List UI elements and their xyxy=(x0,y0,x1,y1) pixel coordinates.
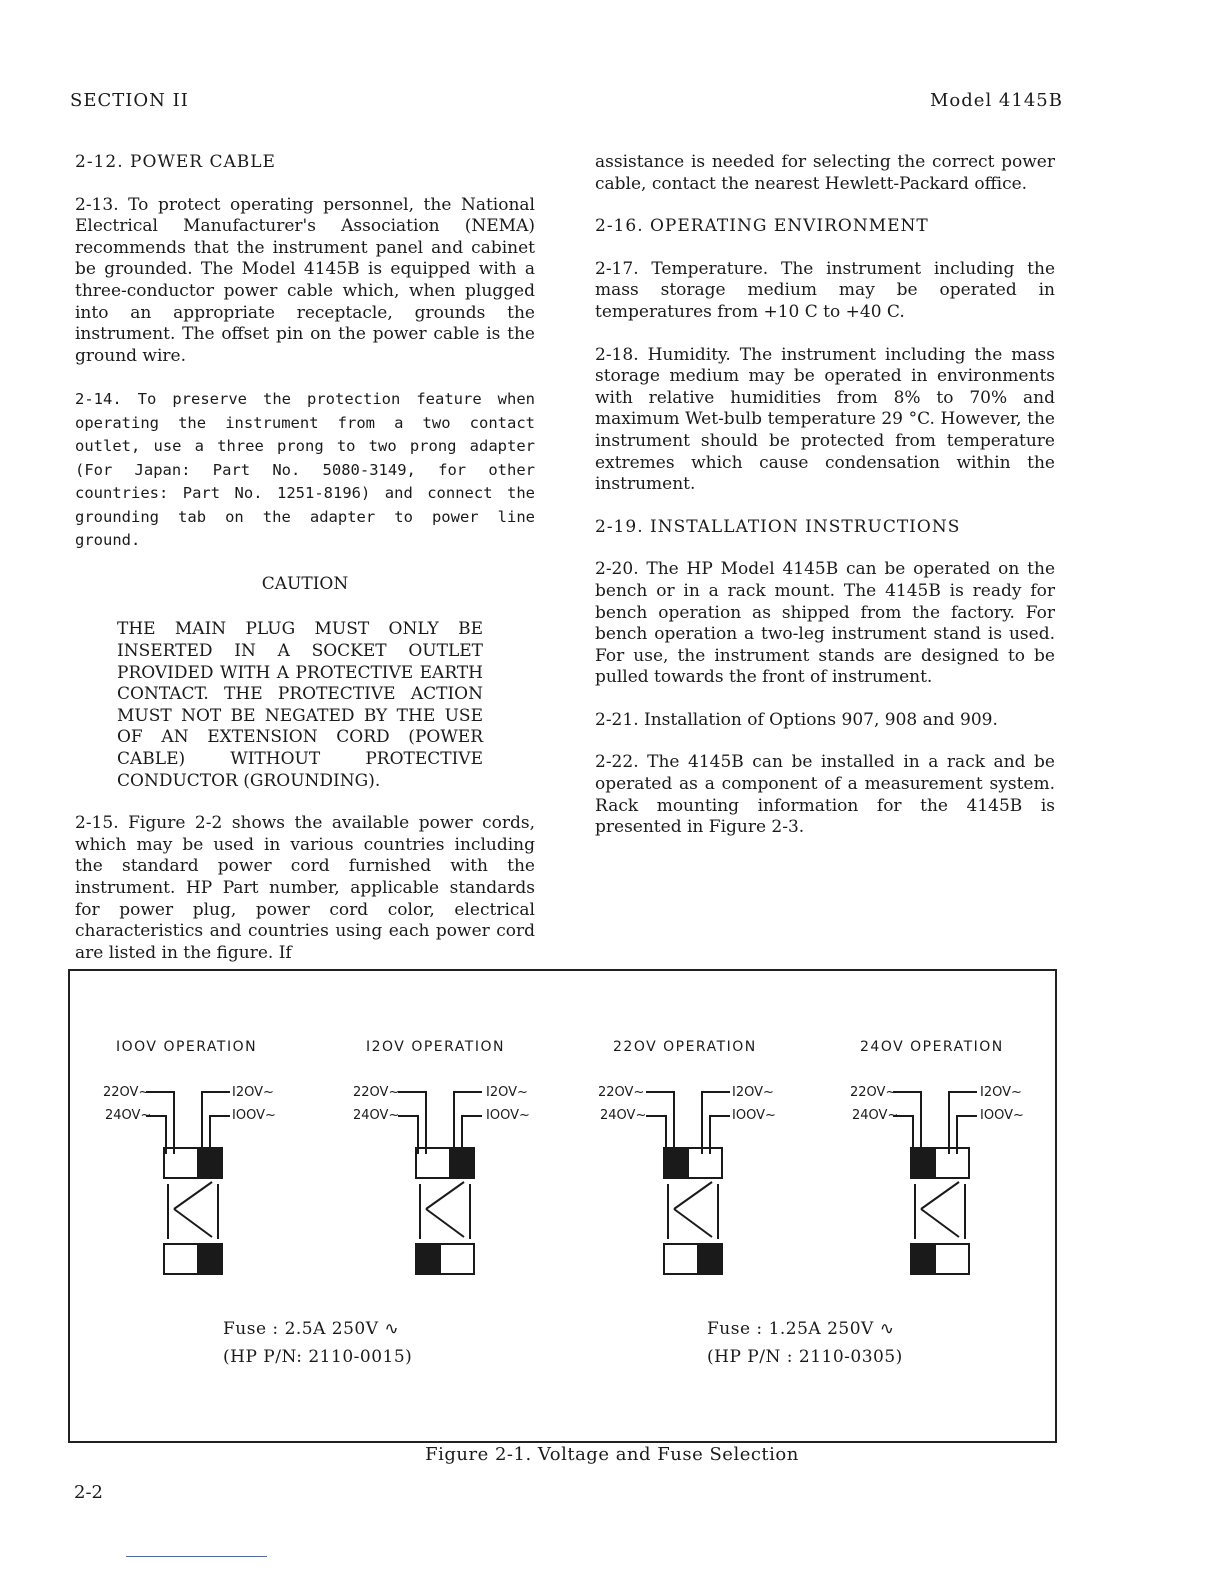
selector-220v xyxy=(646,1092,730,1274)
left-column xyxy=(75,152,535,985)
label-120v: I2OV~ xyxy=(980,1085,1022,1100)
label-100v: IOOV~ xyxy=(486,1108,530,1123)
fuse-high-block xyxy=(707,1315,903,1371)
mode-240v: 24OV OPERATION xyxy=(860,1039,1004,1055)
para-2-14: 2-14. To preserve the protection feature when operating the instrument from a two contact outlet, use a three prong to two prong adapter (For Japan: Part No. 5080-3149, for other countries: Part No. 1251-8196) and connect the grounding tab on the adapter to power line ground. xyxy=(75,390,535,550)
label-240v: 24OV~ xyxy=(105,1108,152,1123)
fuse-high-rating: Fuse : 1.25A 250V ∿ xyxy=(707,1319,895,1339)
footer-rule xyxy=(126,1556,267,1557)
fuse-low-rating: Fuse : 2.5A 250V ∿ xyxy=(223,1319,400,1339)
selector-100v xyxy=(146,1092,230,1274)
mode-100v: IOOV OPERATION xyxy=(116,1039,258,1055)
caution-text: THE MAIN PLUG MUST ONLY BE INSERTED IN A SOCKET OUTLET PROVIDED WITH A PROTECTIVE EARTH CONTACT. THE PROTECTIVE ACTION MUST NOT BE NEGATED BY THE USE OF AN EXTENSION CORD (POWER CABLE) WITHOUT PROTECTIVE CONDUCTOR (GROUNDING). xyxy=(117,619,483,791)
selector-diagrams xyxy=(70,971,1055,1441)
para-2-13: 2-13. To protect operating personnel, the National Electrical Manufacturer's Association (NEMA) recommends that the instrument panel and cabinet be grounded. The Model 4145B is equipped with a three-conductor power cable which, when plugged into an appropriate receptacle, grounds the instrument. The offset pin on the power cable is the ground wire. xyxy=(75,194,535,366)
heading-2-19: 2-19. INSTALLATION INSTRUCTIONS xyxy=(595,516,961,537)
fuse-low-part-number: (HP P/N: 2110-0015) xyxy=(223,1347,413,1367)
para-2-18: 2-18. Humidity. The instrument including the mass storage medium may be operated in environments with relative humidities from 8% to 70% and maximum Wet-bulb temperature 29 °C. However, the instrument should be protected from temperature extremes which cause condensation within the instrument. xyxy=(595,344,1055,495)
para-2-21: 2-21. Installation of Options 907, 908 and 909. xyxy=(595,709,998,730)
page-number: 2-2 xyxy=(74,1482,103,1503)
voltage-selection-figure xyxy=(68,969,1057,1443)
label-220v: 22OV~ xyxy=(103,1085,150,1100)
label-220v: 22OV~ xyxy=(353,1085,400,1100)
section-label: SECTION II xyxy=(70,90,189,111)
label-240v: 24OV~ xyxy=(353,1108,400,1123)
mode-220v: 22OV OPERATION xyxy=(613,1039,757,1055)
mode-120v: I2OV OPERATION xyxy=(366,1039,505,1055)
label-240v: 24OV~ xyxy=(852,1108,899,1123)
para-2-20: 2-20. The HP Model 4145B can be operated on the bench or in a rack mount. The 4145B is ready for bench operation as shipped from the factory. For bench operation a two-leg instrument stand is used. For use, the instrument stands are designed to be pulled towards the front of instrument. xyxy=(595,559,1055,688)
caution-title: CAUTION xyxy=(261,573,349,594)
heading-2-16: 2-16. OPERATING ENVIRONMENT xyxy=(595,216,929,237)
label-100v: IOOV~ xyxy=(232,1108,276,1123)
label-240v: 24OV~ xyxy=(600,1108,647,1123)
selector-120v xyxy=(398,1092,482,1274)
model-label: Model 4145B xyxy=(930,90,1063,111)
selector-240v xyxy=(893,1092,977,1274)
label-100v: IOOV~ xyxy=(732,1108,776,1123)
heading-2-12: 2-12. POWER CABLE xyxy=(75,152,276,172)
label-120v: I2OV~ xyxy=(486,1085,528,1100)
fuse-high-part-number: (HP P/N : 2110-0305) xyxy=(707,1347,903,1367)
fuse-low-block xyxy=(223,1315,412,1371)
para-2-17: 2-17. Temperature. The instrument including the mass storage medium may be operated in temperatures from +10 C to +40 C. xyxy=(595,258,1055,322)
para-2-22: 2-22. The 4145B can be installed in a rack and be operated as a component of a measurement system. Rack mounting information for the 4145B is presented in Figure 2-3. xyxy=(595,752,1055,838)
para-2-15: 2-15. Figure 2-2 shows the available power cords, which may be used in various countries including the standard power cord furnished with the instrument. HP Part number, applicable standards for power plug, power cord color, electrical characteristics and countries using each power cord are listed in the figure. If xyxy=(75,813,535,963)
right-column xyxy=(595,152,1055,860)
para-continued: assistance is needed for selecting the correct power cable, contact the nearest Hewlett-Packard office. xyxy=(595,152,1055,194)
label-220v: 22OV~ xyxy=(850,1085,897,1100)
label-100v: IOOV~ xyxy=(980,1108,1024,1123)
label-120v: I2OV~ xyxy=(732,1085,774,1100)
label-220v: 22OV~ xyxy=(598,1085,645,1100)
figure-caption: Figure 2-1. Voltage and Fuse Selection xyxy=(425,1444,799,1465)
label-120v: I2OV~ xyxy=(232,1085,274,1100)
